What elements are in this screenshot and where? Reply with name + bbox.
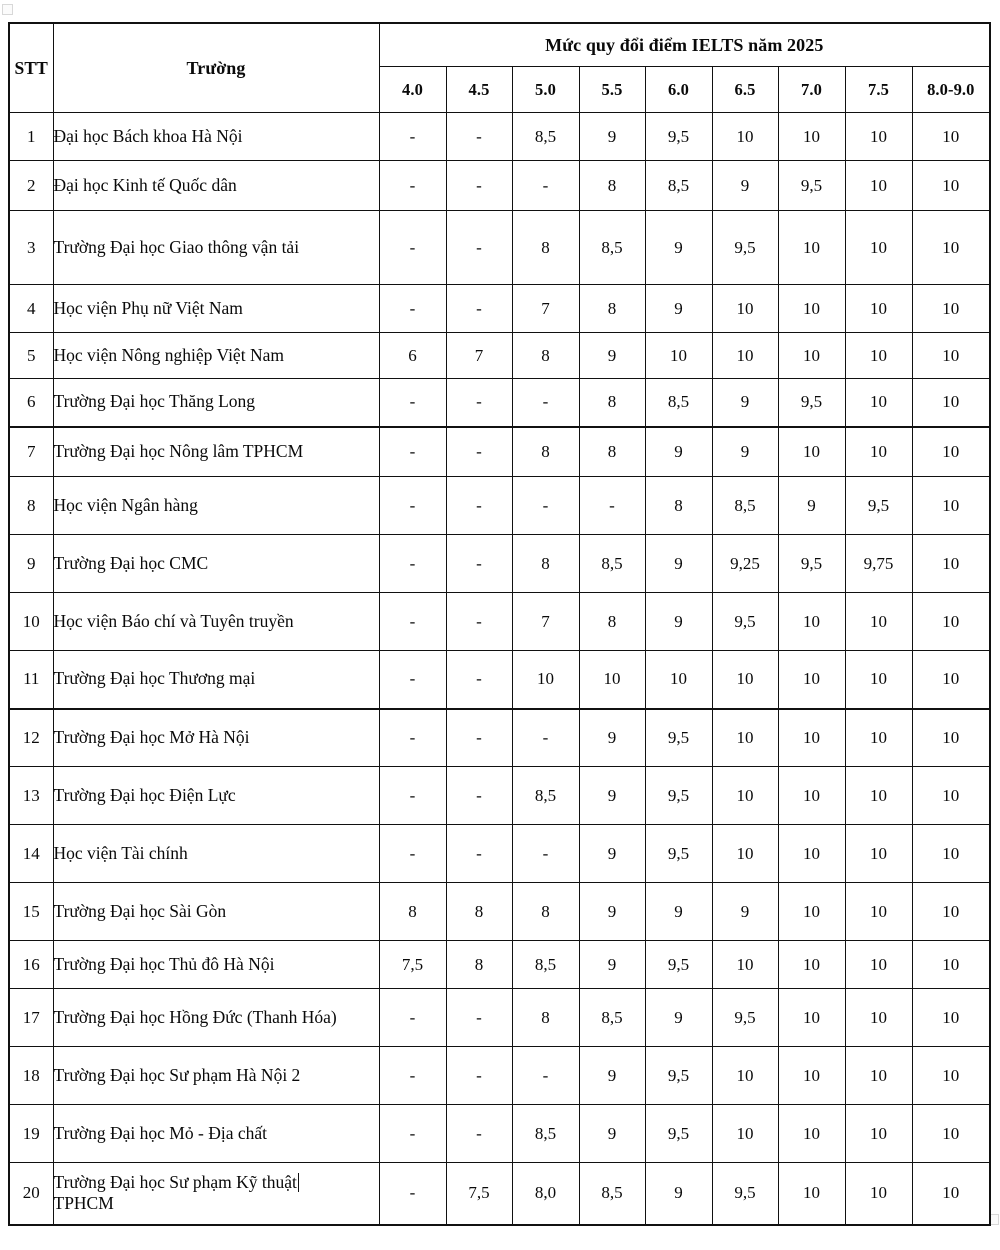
cell-score-band-7-0: 10: [778, 333, 845, 379]
cell-score-band-4-0: -: [379, 535, 446, 593]
cell-score-band-6-0: 9,5: [645, 941, 712, 989]
cell-score-band-7-0: 10: [778, 709, 845, 767]
table-row: [9, 989, 990, 1047]
cell-score-band-6-0: 8,5: [645, 161, 712, 211]
cell-score-band-8-0-9-0: 10: [912, 161, 990, 211]
cell-score-band-5-0: -: [512, 1047, 579, 1105]
cell-score-band-4-5: -: [446, 379, 512, 427]
cell-score-band-7-0: 10: [778, 767, 845, 825]
cell-stt: 18: [9, 1047, 53, 1105]
ielts-conversion-table: [8, 22, 991, 1226]
cell-score-band-5-0: 10: [512, 651, 579, 709]
cell-school-name: Trường Đại học Giao thông vận tải: [53, 211, 379, 285]
cell-score-band-7-0: 10: [778, 1047, 845, 1105]
cell-score-band-7-5: 10: [845, 1105, 912, 1163]
cell-score-band-5-0: -: [512, 477, 579, 535]
cell-score-band-7-5: 10: [845, 593, 912, 651]
cell-score-band-6-0: 8,5: [645, 379, 712, 427]
cell-stt: 17: [9, 989, 53, 1047]
cell-score-band-7-0: 10: [778, 989, 845, 1047]
cell-score-band-4-0: -: [379, 989, 446, 1047]
cell-score-band-5-5: 8: [579, 161, 645, 211]
cell-score-band-7-5: 10: [845, 285, 912, 333]
cell-score-band-7-0: 9,5: [778, 379, 845, 427]
cell-school-name: Đại học Kinh tế Quốc dân: [53, 161, 379, 211]
cell-score-band-6-0: 9: [645, 535, 712, 593]
table-row: [9, 427, 990, 477]
cell-school-name: Trường Đại học Nông lâm TPHCM: [53, 427, 379, 477]
cell-score-band-4-0: 8: [379, 883, 446, 941]
cell-score-band-4-5: -: [446, 989, 512, 1047]
column-header-stt: STT: [9, 23, 53, 113]
cell-score-band-6-0: 9,5: [645, 113, 712, 161]
cell-score-band-7-0: 10: [778, 651, 845, 709]
cell-score-band-4-0: -: [379, 161, 446, 211]
cell-score-band-5-0: 8,0: [512, 1163, 579, 1225]
cell-score-band-5-5: 9: [579, 767, 645, 825]
cell-score-band-7-0: 10: [778, 1163, 845, 1225]
cell-school-name: Trường Đại học Hồng Đức (Thanh Hóa): [53, 989, 379, 1047]
cell-score-band-4-5: 8: [446, 883, 512, 941]
cell-school-name: Trường Đại học Mỏ - Địa chất: [53, 1105, 379, 1163]
cell-score-band-6-0: 9,5: [645, 1047, 712, 1105]
cell-score-band-4-0: -: [379, 651, 446, 709]
cell-score-band-5-5: 8,5: [579, 1163, 645, 1225]
cell-score-band-4-0: -: [379, 211, 446, 285]
cell-score-band-8-0-9-0: 10: [912, 825, 990, 883]
cell-school-name: Trường Đại học Điện Lực: [53, 767, 379, 825]
cell-score-band-5-5: 9: [579, 113, 645, 161]
cell-score-band-7-5: 10: [845, 989, 912, 1047]
column-header-group-title: Mức quy đổi điểm IELTS năm 2025: [379, 23, 990, 67]
cell-score-band-8-0-9-0: 10: [912, 989, 990, 1047]
header-row-top: [9, 23, 990, 67]
cell-score-band-5-0: 8: [512, 211, 579, 285]
cell-score-band-5-5: 9: [579, 333, 645, 379]
cell-score-band-6-5: 10: [712, 709, 778, 767]
cell-score-band-4-0: -: [379, 1163, 446, 1225]
table-row: [9, 593, 990, 651]
cell-score-band-8-0-9-0: 10: [912, 379, 990, 427]
cell-score-band-6-5: 9: [712, 427, 778, 477]
cell-school-name: Trường Đại học Sư phạm Hà Nội 2: [53, 1047, 379, 1105]
cell-stt: 8: [9, 477, 53, 535]
cell-score-band-4-0: -: [379, 113, 446, 161]
cell-score-band-7-5: 10: [845, 113, 912, 161]
cell-score-band-6-5: 9,5: [712, 1163, 778, 1225]
cell-score-band-7-0: 10: [778, 941, 845, 989]
cell-school-name: Đại học Bách khoa Hà Nội: [53, 113, 379, 161]
cell-score-band-6-0: 9,5: [645, 767, 712, 825]
cell-score-band-5-0: 8,5: [512, 941, 579, 989]
cell-score-band-6-5: 10: [712, 1047, 778, 1105]
cell-score-band-6-5: 10: [712, 651, 778, 709]
cell-score-band-7-5: 10: [845, 211, 912, 285]
cell-score-band-6-0: 9,5: [645, 1105, 712, 1163]
table-row: [9, 379, 990, 427]
cell-score-band-7-5: 10: [845, 651, 912, 709]
cell-score-band-4-0: -: [379, 427, 446, 477]
cell-score-band-7-5: 10: [845, 825, 912, 883]
cell-score-band-6-5: 9,5: [712, 211, 778, 285]
cell-score-band-4-0: -: [379, 767, 446, 825]
cell-score-band-4-5: -: [446, 709, 512, 767]
cell-score-band-5-5: -: [579, 477, 645, 535]
cell-score-band-5-0: -: [512, 161, 579, 211]
cell-score-band-7-0: 10: [778, 883, 845, 941]
cell-stt: 14: [9, 825, 53, 883]
school-name-text: Trường Đại học Sư phạm Kỹ thuật: [53, 1171, 297, 1192]
column-header-band-6-0: 6.0: [645, 67, 712, 113]
cell-score-band-8-0-9-0: 10: [912, 285, 990, 333]
cell-score-band-7-5: 10: [845, 883, 912, 941]
cell-score-band-6-5: 9: [712, 161, 778, 211]
cell-score-band-8-0-9-0: 10: [912, 593, 990, 651]
cell-score-band-5-0: -: [512, 825, 579, 883]
cell-score-band-5-5: 8: [579, 427, 645, 477]
cell-score-band-7-5: 10: [845, 333, 912, 379]
cell-score-band-5-5: 8: [579, 379, 645, 427]
cell-score-band-7-5: 10: [845, 1047, 912, 1105]
cell-score-band-4-5: 7,5: [446, 1163, 512, 1225]
cell-score-band-8-0-9-0: 10: [912, 535, 990, 593]
cell-score-band-8-0-9-0: 10: [912, 1163, 990, 1225]
cell-score-band-6-0: 8: [645, 477, 712, 535]
cell-score-band-4-0: -: [379, 1047, 446, 1105]
cell-score-band-6-0: 10: [645, 333, 712, 379]
cell-score-band-5-5: 9: [579, 1105, 645, 1163]
cell-score-band-4-5: -: [446, 285, 512, 333]
cell-score-band-5-0: 8: [512, 989, 579, 1047]
table-row: [9, 113, 990, 161]
cell-score-band-4-5: -: [446, 767, 512, 825]
cell-score-band-6-0: 9: [645, 1163, 712, 1225]
cell-score-band-7-5: 9,5: [845, 477, 912, 535]
cell-score-band-7-5: 10: [845, 767, 912, 825]
cell-school-name: Trường Đại học CMC: [53, 535, 379, 593]
cell-score-band-4-5: -: [446, 1047, 512, 1105]
cell-score-band-6-5: 9,5: [712, 593, 778, 651]
cell-score-band-5-5: 9: [579, 709, 645, 767]
cell-score-band-6-5: 10: [712, 1105, 778, 1163]
cell-score-band-6-5: 8,5: [712, 477, 778, 535]
cell-score-band-6-5: 9: [712, 883, 778, 941]
cell-school-name: Trường Đại học Thăng Long: [53, 379, 379, 427]
cell-score-band-5-5: 9: [579, 941, 645, 989]
cell-score-band-4-0: -: [379, 825, 446, 883]
cell-score-band-6-5: 10: [712, 767, 778, 825]
cell-score-band-7-0: 10: [778, 1105, 845, 1163]
cell-stt: 1: [9, 113, 53, 161]
cell-score-band-6-0: 9: [645, 211, 712, 285]
table-row: [9, 477, 990, 535]
cell-stt: 13: [9, 767, 53, 825]
cell-school-name: Trường Đại học Sài Gòn: [53, 883, 379, 941]
cell-score-band-7-5: 10: [845, 427, 912, 477]
table-row: [9, 825, 990, 883]
cell-score-band-6-5: 10: [712, 285, 778, 333]
cell-score-band-6-0: 9,5: [645, 709, 712, 767]
table-row: [9, 535, 990, 593]
cell-score-band-7-5: 9,75: [845, 535, 912, 593]
cell-score-band-4-5: -: [446, 477, 512, 535]
cell-score-band-5-5: 8,5: [579, 211, 645, 285]
cell-score-band-6-0: 9: [645, 989, 712, 1047]
cell-school-name: Học viện Nông nghiệp Việt Nam: [53, 333, 379, 379]
cell-stt: 5: [9, 333, 53, 379]
cell-school-name: Học viện Tài chính: [53, 825, 379, 883]
cell-score-band-7-5: 10: [845, 161, 912, 211]
column-header-band-5-0: 5.0: [512, 67, 579, 113]
cell-score-band-4-5: -: [446, 535, 512, 593]
table-row: [9, 1163, 990, 1225]
cell-score-band-7-5: 10: [845, 709, 912, 767]
cell-score-band-4-5: -: [446, 593, 512, 651]
column-header-band-8-0-9-0: 8.0-9.0: [912, 67, 990, 113]
cell-score-band-4-5: -: [446, 211, 512, 285]
cell-score-band-6-5: 10: [712, 941, 778, 989]
cell-score-band-4-0: 7,5: [379, 941, 446, 989]
cell-score-band-6-0: 9: [645, 285, 712, 333]
cell-stt: 6: [9, 379, 53, 427]
cell-score-band-6-5: 9,25: [712, 535, 778, 593]
cell-stt: 15: [9, 883, 53, 941]
table-row: [9, 1047, 990, 1105]
cell-score-band-5-5: 8: [579, 285, 645, 333]
table-row: [9, 709, 990, 767]
cell-stt: 11: [9, 651, 53, 709]
cell-score-band-7-0: 10: [778, 427, 845, 477]
cell-stt: 7: [9, 427, 53, 477]
cell-score-band-4-0: -: [379, 285, 446, 333]
cell-score-band-8-0-9-0: 10: [912, 1047, 990, 1105]
column-header-band-5-5: 5.5: [579, 67, 645, 113]
cell-score-band-6-5: 10: [712, 333, 778, 379]
cell-score-band-7-0: 10: [778, 113, 845, 161]
cell-score-band-8-0-9-0: 10: [912, 427, 990, 477]
cell-score-band-6-0: 9,5: [645, 825, 712, 883]
cell-score-band-8-0-9-0: 10: [912, 1105, 990, 1163]
table-row: [9, 1105, 990, 1163]
cell-score-band-4-0: 6: [379, 333, 446, 379]
cell-school-name: Học viện Ngân hàng: [53, 477, 379, 535]
cell-score-band-4-0: -: [379, 477, 446, 535]
cell-school-name: [53, 1163, 379, 1225]
cell-score-band-5-0: 8: [512, 535, 579, 593]
cell-score-band-4-0: -: [379, 709, 446, 767]
cell-stt: 4: [9, 285, 53, 333]
cell-stt: 16: [9, 941, 53, 989]
cell-score-band-4-5: 7: [446, 333, 512, 379]
table-row: [9, 211, 990, 285]
cell-score-band-8-0-9-0: 10: [912, 333, 990, 379]
text-caret: [298, 1173, 299, 1192]
cell-score-band-7-5: 10: [845, 941, 912, 989]
cell-score-band-8-0-9-0: 10: [912, 113, 990, 161]
cell-score-band-8-0-9-0: 10: [912, 883, 990, 941]
cell-score-band-4-0: -: [379, 379, 446, 427]
cell-score-band-5-0: 7: [512, 593, 579, 651]
column-header-band-4-0: 4.0: [379, 67, 446, 113]
cell-score-band-6-5: 10: [712, 113, 778, 161]
column-header-band-6-5: 6.5: [712, 67, 778, 113]
cell-stt: 20: [9, 1163, 53, 1225]
cell-score-band-5-5: 9: [579, 825, 645, 883]
column-header-band-7-5: 7.5: [845, 67, 912, 113]
cell-stt: 9: [9, 535, 53, 593]
cell-score-band-5-0: 7: [512, 285, 579, 333]
table-row: [9, 651, 990, 709]
cell-score-band-7-5: 10: [845, 379, 912, 427]
column-header-school: Trường: [53, 23, 379, 113]
cell-score-band-6-0: 9: [645, 593, 712, 651]
cell-score-band-5-0: -: [512, 379, 579, 427]
cell-score-band-4-5: -: [446, 113, 512, 161]
cell-score-band-7-0: 9,5: [778, 535, 845, 593]
cell-score-band-4-5: -: [446, 825, 512, 883]
cell-stt: 12: [9, 709, 53, 767]
cell-score-band-7-0: 10: [778, 285, 845, 333]
cell-school-name: Trường Đại học Thương mại: [53, 651, 379, 709]
cell-score-band-6-5: 10: [712, 825, 778, 883]
cell-score-band-5-0: 8: [512, 333, 579, 379]
cell-school-name: Học viện Báo chí và Tuyên truyền: [53, 593, 379, 651]
cell-score-band-4-0: -: [379, 593, 446, 651]
cell-score-band-5-5: 8,5: [579, 535, 645, 593]
cell-stt: 3: [9, 211, 53, 285]
cell-score-band-7-0: 10: [778, 593, 845, 651]
table-body: [9, 113, 990, 1225]
table-row: [9, 333, 990, 379]
table-row: [9, 883, 990, 941]
table-row: [9, 285, 990, 333]
cell-score-band-5-5: 9: [579, 883, 645, 941]
cell-score-band-6-5: 9: [712, 379, 778, 427]
cell-score-band-5-0: 8,5: [512, 113, 579, 161]
cell-score-band-4-5: -: [446, 651, 512, 709]
cell-score-band-7-0: 9,5: [778, 161, 845, 211]
cell-score-band-5-5: 8: [579, 593, 645, 651]
cell-score-band-8-0-9-0: 10: [912, 709, 990, 767]
cell-score-band-6-0: 10: [645, 651, 712, 709]
scan-artifact-top-left: [2, 4, 13, 15]
cell-score-band-5-0: 8,5: [512, 1105, 579, 1163]
cell-score-band-7-0: 10: [778, 825, 845, 883]
cell-score-band-6-0: 9: [645, 427, 712, 477]
cell-score-band-5-0: 8,5: [512, 767, 579, 825]
cell-stt: 2: [9, 161, 53, 211]
cell-score-band-4-5: -: [446, 1105, 512, 1163]
cell-score-band-8-0-9-0: 10: [912, 941, 990, 989]
table-head: [9, 23, 990, 113]
cell-score-band-8-0-9-0: 10: [912, 477, 990, 535]
cell-stt: 19: [9, 1105, 53, 1163]
cell-stt: 10: [9, 593, 53, 651]
cell-score-band-4-5: -: [446, 161, 512, 211]
cell-score-band-4-5: 8: [446, 941, 512, 989]
cell-score-band-6-5: 9,5: [712, 989, 778, 1047]
cell-score-band-8-0-9-0: 10: [912, 211, 990, 285]
table-row: [9, 161, 990, 211]
cell-score-band-8-0-9-0: 10: [912, 767, 990, 825]
cell-score-band-6-0: 9: [645, 883, 712, 941]
cell-school-name: Trường Đại học Thủ đô Hà Nội: [53, 941, 379, 989]
cell-score-band-8-0-9-0: 10: [912, 651, 990, 709]
table-row: [9, 767, 990, 825]
column-header-band-4-5: 4.5: [446, 67, 512, 113]
column-header-band-7-0: 7.0: [778, 67, 845, 113]
cell-score-band-7-0: 10: [778, 211, 845, 285]
cell-school-name: Học viện Phụ nữ Việt Nam: [53, 285, 379, 333]
cell-score-band-5-0: 8: [512, 883, 579, 941]
table-row: [9, 941, 990, 989]
cell-school-name: Trường Đại học Mở Hà Nội: [53, 709, 379, 767]
cell-score-band-4-0: -: [379, 1105, 446, 1163]
cell-score-band-5-5: 10: [579, 651, 645, 709]
cell-score-band-7-5: 10: [845, 1163, 912, 1225]
cell-score-band-5-5: 8,5: [579, 989, 645, 1047]
cell-score-band-4-5: -: [446, 427, 512, 477]
cell-score-band-5-0: 8: [512, 427, 579, 477]
cell-score-band-7-0: 9: [778, 477, 845, 535]
cell-score-band-5-0: -: [512, 709, 579, 767]
cell-score-band-5-5: 9: [579, 1047, 645, 1105]
school-name-text-continued: TPHCM: [53, 1193, 114, 1214]
